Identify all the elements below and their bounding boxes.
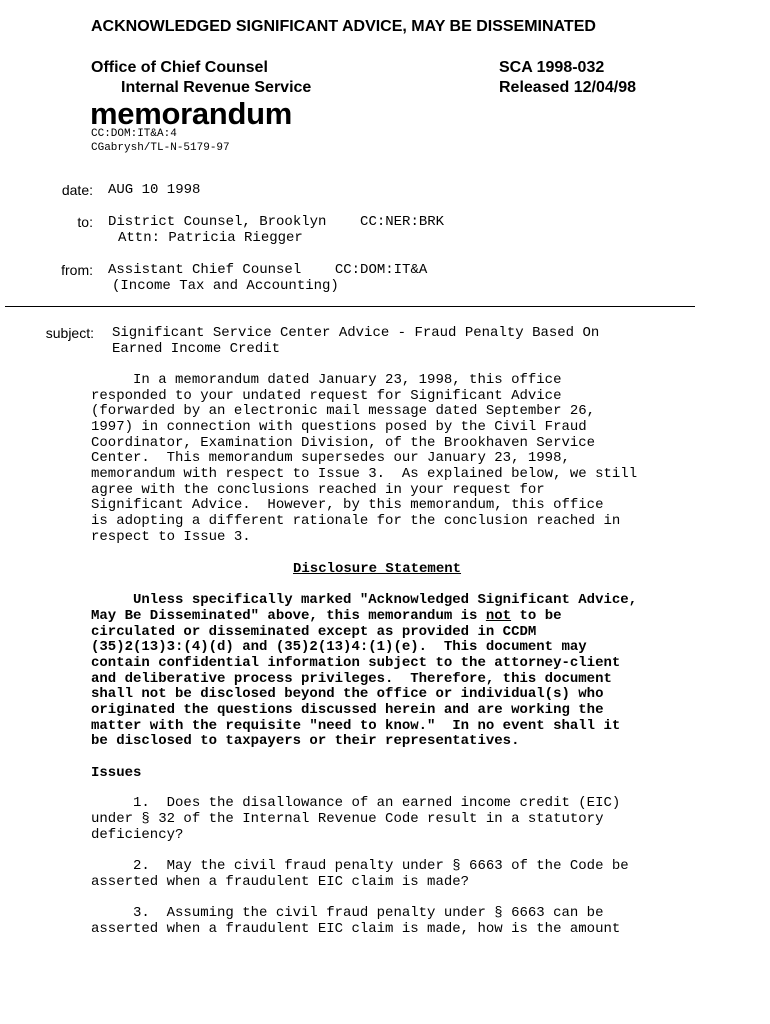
paragraph-line: (forwarded by an electronic mail message dated September 26, [91, 403, 596, 419]
paragraph-line: Coordinator, Examination Division, of the Brookhaven Service [91, 435, 596, 451]
paragraph-line: Significant Advice. However, by this memorandum, this office [91, 497, 604, 513]
paragraph-line: 1. Does the disallowance of an earned income credit (EIC) [91, 795, 621, 811]
paragraph-line: be disclosed to taxpayers or their representatives. [91, 733, 520, 749]
paragraph-line: circulated or disseminated except as provided in CCDM [91, 624, 537, 640]
paragraph-line: (35)2(13)3:(4)(d) and (35)2(13)4:(1)(e). This document may [91, 639, 587, 655]
paragraph-line: In a memorandum dated January 23, 1998, this office [91, 372, 562, 388]
paragraph-line: memorandum with respect to Issue 3. As explained below, we still [91, 466, 638, 482]
paragraph-line: asserted when a fraudulent EIC claim is made, how is the amount [91, 921, 621, 937]
paragraph-line: deficiency? [91, 827, 184, 843]
release-date: Released 12/04/98 [499, 79, 636, 96]
office-name: Office of Chief Counsel [91, 59, 268, 76]
subject-line: Significant Service Center Advice - Fraud Penalty Based On [112, 325, 600, 341]
line-text: May Be Disseminated" above, this memorandum is [91, 608, 486, 624]
paragraph-line: asserted when a fraudulent EIC claim is made? [91, 874, 470, 890]
file-reference: CGabrysh/TL-N-5179-97 [91, 142, 230, 154]
paragraph-line: Unless specifically marked "Acknowledged Significant Advice, [91, 592, 638, 608]
from-label: from: [61, 262, 93, 278]
agency-name: Internal Revenue Service [121, 79, 312, 96]
paragraph-line: contain confidential information subject to the attorney-client [91, 655, 621, 671]
paragraph-line [91, 608, 562, 624]
subject-label: subject: [45, 325, 94, 341]
from-sender: Assistant Chief Counsel CC:DOM:IT&A [108, 262, 428, 278]
date-value: AUG 10 1998 [108, 182, 201, 198]
paragraph-line: 2. May the civil fraud penalty under § 6663 of the Code be [91, 858, 629, 874]
not-emphasis: not [485, 608, 512, 624]
from-division: (Income Tax and Accounting) [112, 278, 339, 294]
paragraph-line: Center. This memorandum supersedes our January 23, 1998, [91, 450, 570, 466]
to-label: to: [77, 214, 93, 230]
paragraph-line: matter with the requisite "need to know." In no event shall it [91, 718, 621, 734]
paragraph-line: and deliberative process privileges. Therefore, this document [91, 671, 612, 687]
sca-number: SCA 1998-032 [499, 59, 605, 76]
paragraph-line: 1997) in connection with questions posed by the Civil Fraud [91, 419, 587, 435]
date-label: date: [61, 182, 93, 198]
paragraph-line: originated the questions discussed herein and are working the [91, 702, 604, 718]
paragraph-line: agree with the conclusions reached in your request for [91, 482, 545, 498]
paragraph-line: is adopting a different rationale for the conclusion reached in [91, 513, 621, 529]
header-divider [5, 306, 695, 307]
paragraph-line: respect to Issue 3. [91, 529, 251, 545]
issues-heading: Issues [91, 765, 142, 781]
paragraph-line: responded to your undated request for Significant Advice [91, 388, 562, 404]
subject-line-continued: Earned Income Credit [112, 341, 281, 357]
paragraph-line: 3. Assuming the civil fraud penalty under § 6663 can be [91, 905, 604, 921]
paragraph-line: under § 32 of the Internal Revenue Code result in a statutory [91, 811, 604, 827]
paragraph-line: shall not be disclosed beyond the office or individual(s) who [91, 686, 604, 702]
dissemination-banner: ACKNOWLEDGED SIGNIFICANT ADVICE, MAY BE DISSEMINATED [91, 18, 596, 35]
disclosure-heading: Disclosure Statement [293, 561, 462, 577]
line-text: to be [511, 608, 562, 624]
memorandum-title: memorandum [90, 96, 292, 131]
reference-code: CC:DOM:IT&A:4 [91, 128, 177, 140]
to-recipient: District Counsel, Brooklyn CC:NER:BRK [108, 214, 445, 230]
to-attention: Attn: Patricia Riegger [118, 230, 303, 246]
